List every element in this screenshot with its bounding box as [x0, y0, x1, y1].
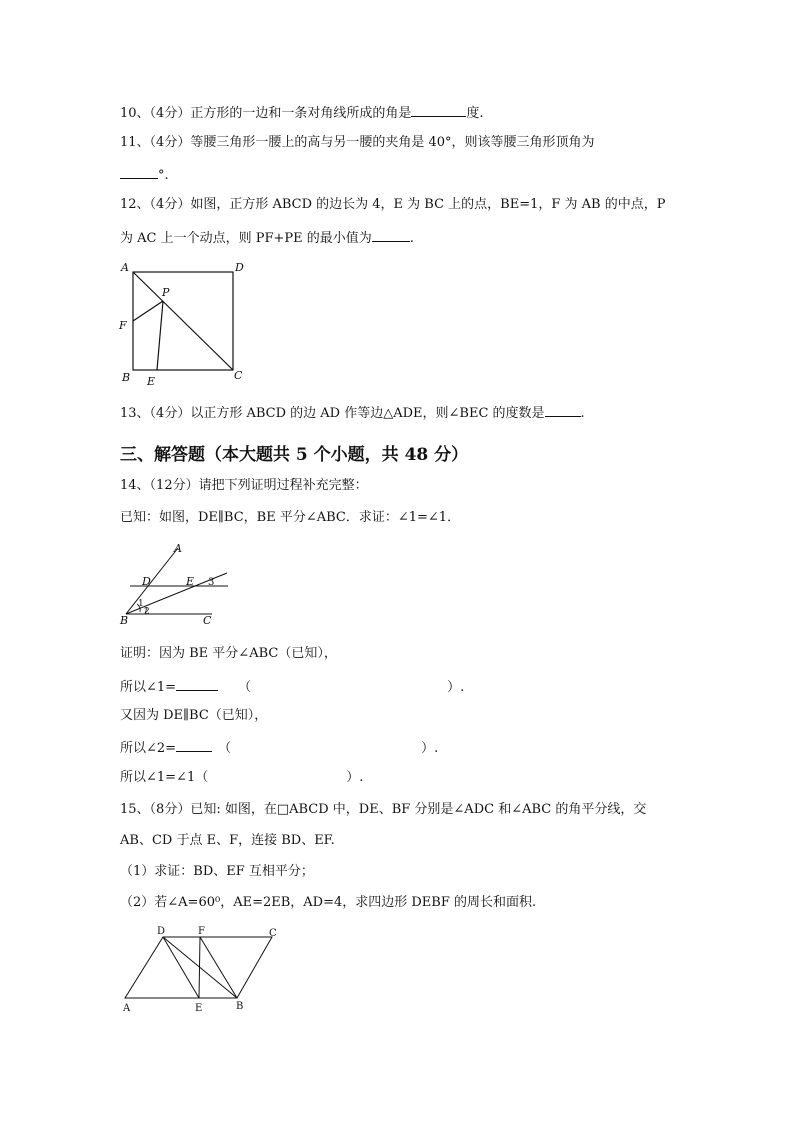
proof-line-5: [120, 770, 363, 786]
reason-open: （: [218, 741, 232, 756]
proof-line-3: 又因为 DE∥BC（已知），: [120, 708, 268, 723]
label-b: B: [236, 1001, 244, 1012]
answer-blank: [120, 166, 158, 179]
reason-close: ）.: [346, 770, 364, 785]
label-c: C: [269, 928, 277, 939]
answer-blank: [176, 678, 218, 691]
question-14-line1: 14、（12分）请把下列证明过程补充完整：: [120, 478, 368, 493]
answer-blank: [545, 404, 581, 417]
segment-ef: [199, 937, 200, 998]
label-c: C: [203, 614, 212, 627]
segment-fb: [200, 937, 237, 998]
question-10-text: 10、（4分）正方形的一边和一条对角线所成的角是: [120, 106, 412, 121]
label-d: D: [235, 261, 244, 274]
label-angle-1: 1: [138, 599, 144, 609]
label-angle-2: 2: [144, 607, 150, 617]
question-12-line2: [120, 229, 414, 247]
label-f: F: [119, 319, 127, 332]
label-a: A: [174, 542, 182, 555]
segment-de: [163, 937, 199, 998]
question-12-text: 为 AC 上一个动点，则 PF+PE 的最小值为: [120, 231, 372, 246]
question-12-line1: 12、（4分）如图，正方形 ABCD 的边长为 4，E 为 BC 上的点，BE=1，F 为 AB 的中点，P: [120, 197, 666, 212]
reason-close: ）.: [447, 680, 465, 695]
label-d: D: [142, 575, 151, 588]
label-angle-3: 3: [208, 577, 215, 588]
label-a: A: [121, 261, 129, 274]
question-15-part-1: （1）求证：BD、EF 互相平分；: [120, 864, 314, 879]
answer-blank: [372, 229, 410, 242]
parallel-lines-figure: [115, 538, 235, 628]
label-b: B: [122, 371, 131, 384]
proof-line-2: [120, 678, 464, 696]
label-e: E: [186, 575, 195, 588]
label-a: A: [123, 1003, 131, 1014]
proof-line-5-text: 所以∠1=∠1（: [120, 770, 209, 785]
label-d: D: [157, 926, 166, 937]
label-p: P: [162, 286, 170, 299]
question-10: [120, 104, 483, 122]
section-title: 三、解答题（本大题共 5 个小题，共 48 分）: [120, 445, 469, 465]
diagonal-ac: [133, 272, 233, 370]
answer-blank: [176, 739, 212, 752]
answer-blank: [411, 104, 466, 117]
label-b: B: [120, 614, 129, 627]
question-11-suffix: °.: [158, 168, 169, 183]
square-abcd-figure: [112, 258, 252, 390]
reason-close: ）.: [421, 741, 439, 756]
label-c: C: [234, 369, 243, 382]
segment-pe: [157, 301, 163, 370]
question-13-text: 13、（4分）以正方形 ABCD 的边 AD 作等边△ADE，则∠BEC 的度数是: [120, 406, 545, 421]
question-13: [120, 404, 585, 422]
proof-line-4-text: 所以∠2=: [120, 741, 177, 756]
proof-line-2-text: 所以∠1=: [120, 680, 177, 695]
proof-line-1: 证明：因为 BE 平分∠ABC（已知），: [120, 646, 337, 661]
label-f: F: [198, 926, 205, 937]
segment-pf: [133, 301, 163, 321]
parallelogram-figure: [115, 920, 285, 1016]
question-14-line2: 已知：如图，DE∥BC，BE 平分∠ABC．求证：∠1=∠1．: [120, 510, 461, 525]
question-15-line1: 15、（8分）已知: 如图，在□ABCD 中，DE、BF 分别是∠ADC 和∠ABC 的角平分线，交: [120, 802, 647, 817]
question-15-part-2: （2）若∠A=60⁰，AE=2EB，AD=4，求四边形 DEBF 的周长和面积.: [120, 895, 537, 910]
label-e: E: [195, 1003, 203, 1014]
question-11-line1: 11、（4分）等腰三角形一腰上的高与另一腰的夹角是 40°，则该等腰三角形顶角为: [120, 135, 595, 150]
question-13-suffix: .: [580, 406, 585, 421]
reason-open: （: [238, 680, 252, 695]
question-15-line2: AB、CD 于点 E、F，连接 BD、EF.: [120, 833, 335, 848]
question-10-suffix: 度.: [466, 106, 484, 121]
question-11-line2: [120, 166, 169, 184]
ray-ba: [126, 548, 178, 614]
proof-line-4: [120, 739, 438, 757]
parallelogram-abcd: [125, 937, 272, 998]
label-e: E: [147, 375, 156, 388]
question-12-suffix: .: [409, 231, 414, 246]
